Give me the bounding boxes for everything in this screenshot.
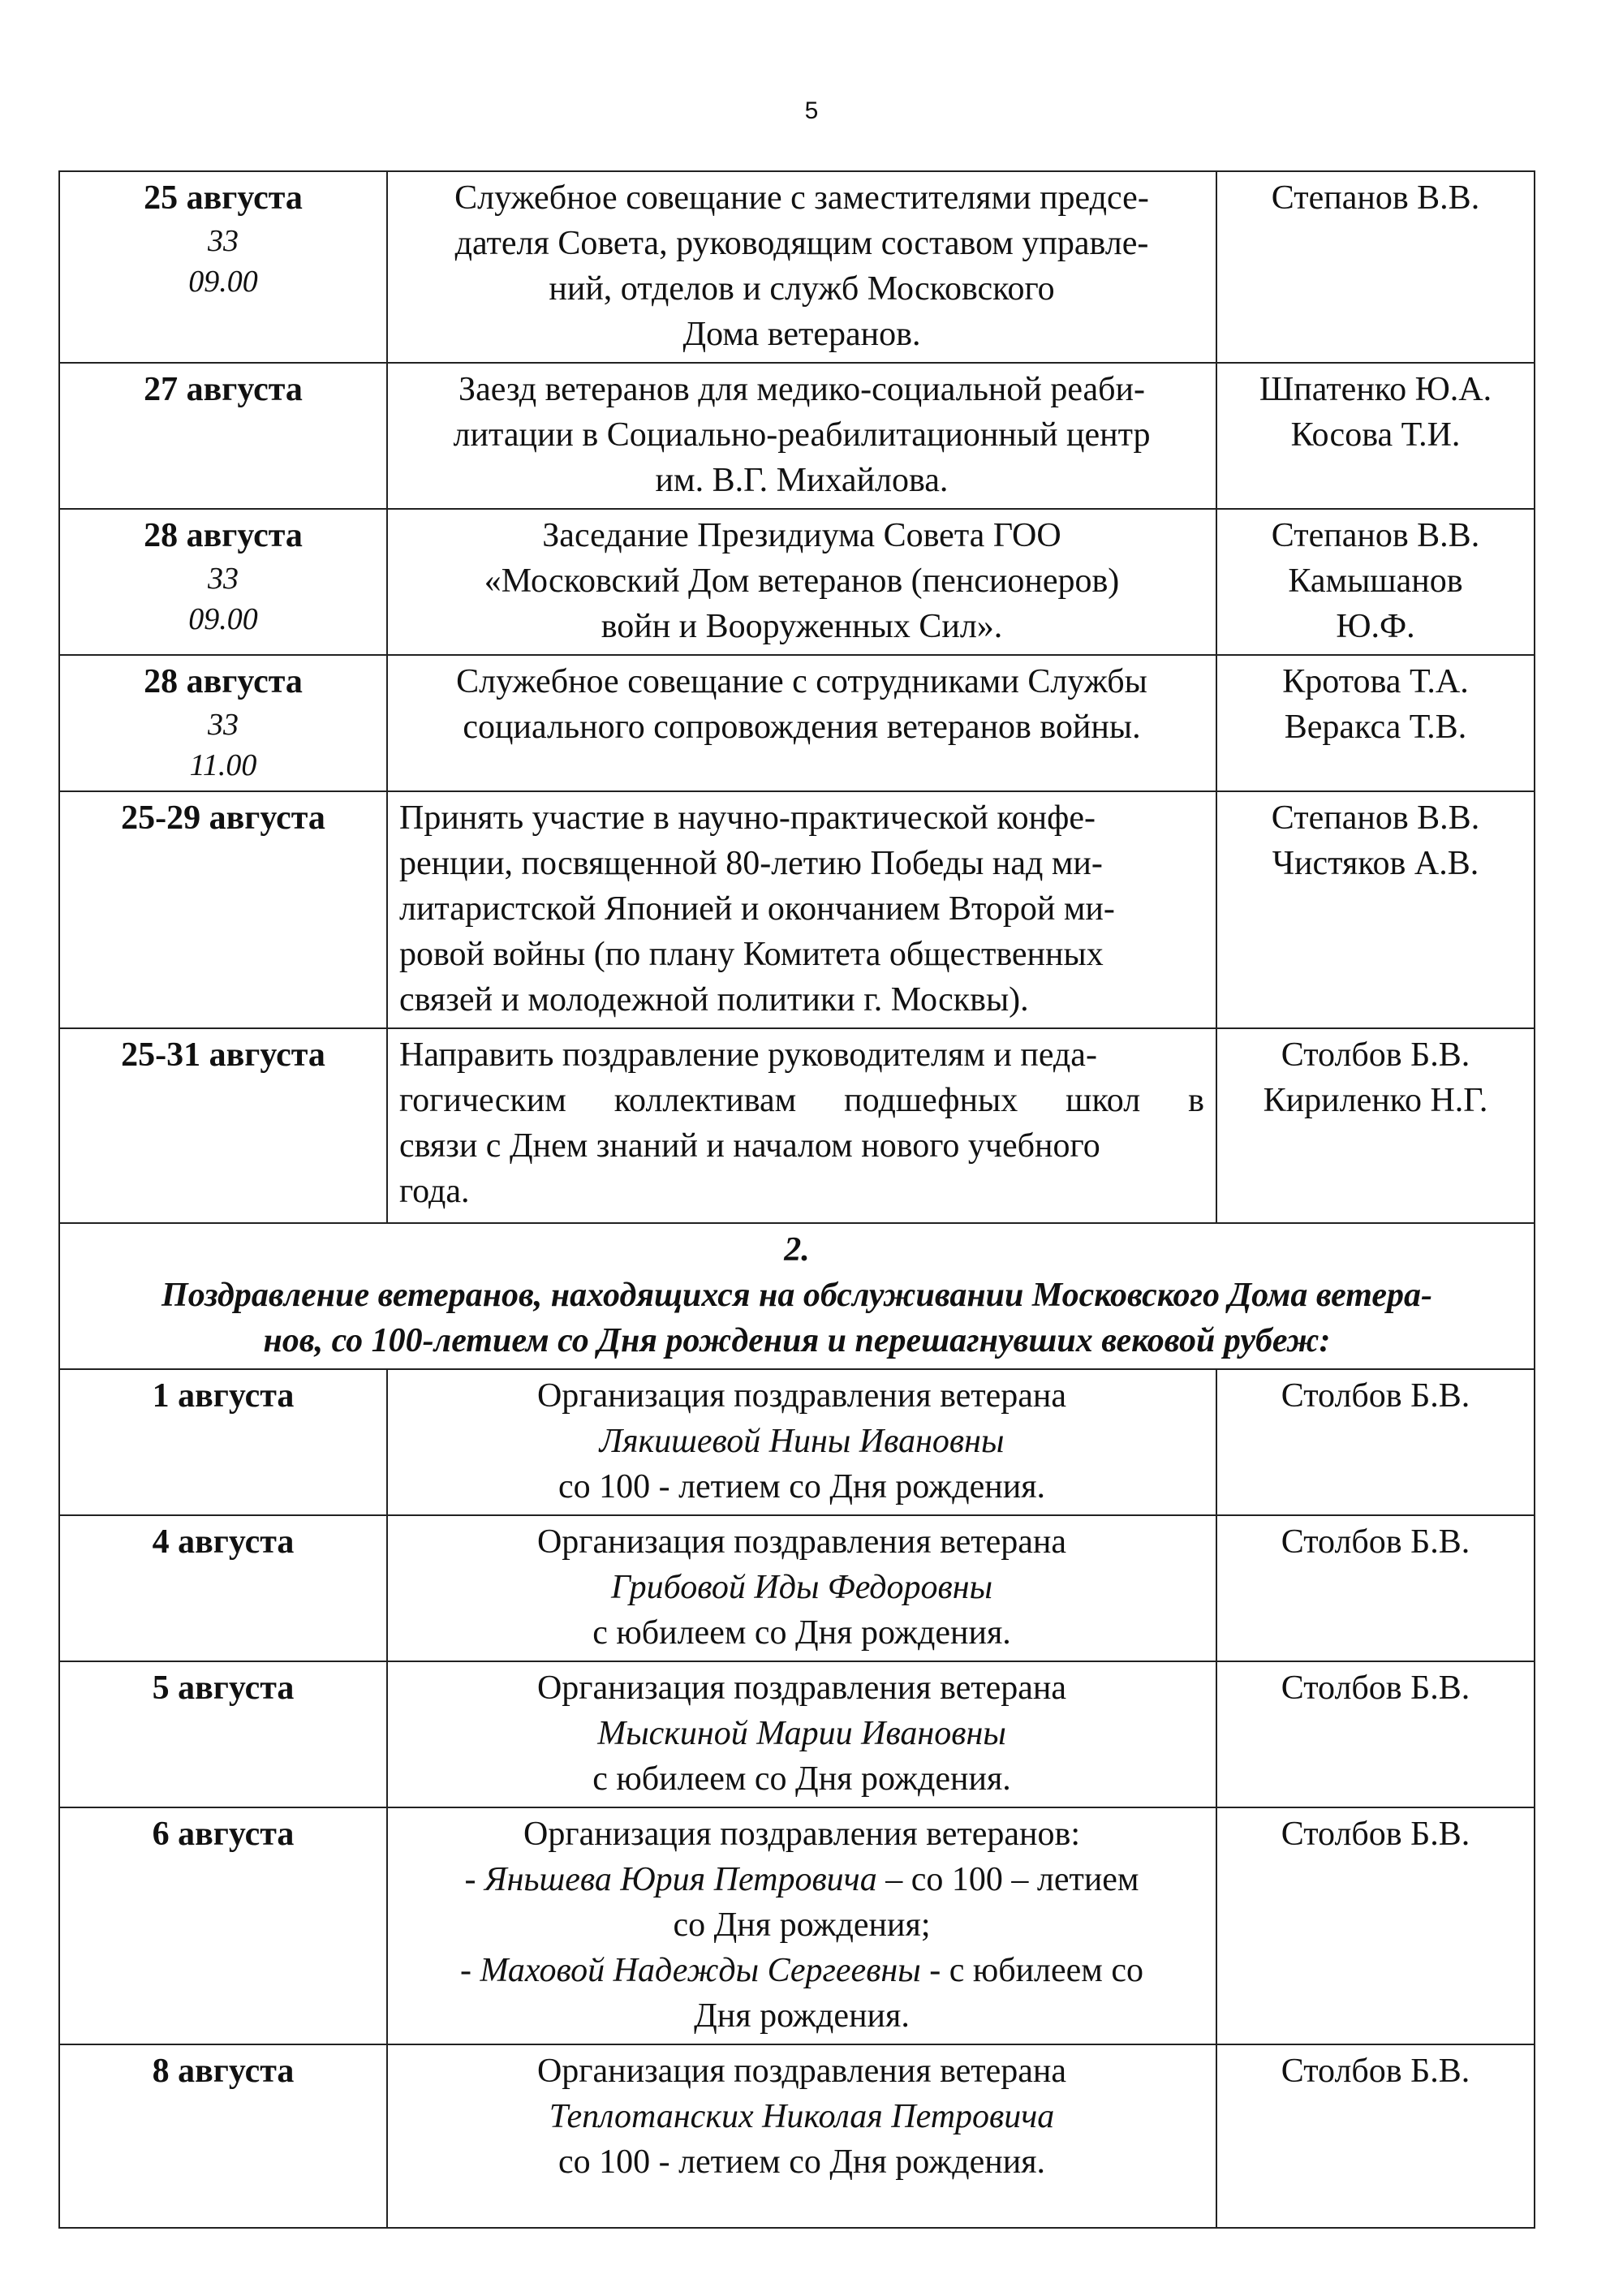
responsible-cell xyxy=(1216,1028,1535,1223)
event-text-line: Дома ветеранов. xyxy=(682,316,921,353)
table-row xyxy=(59,655,1535,791)
veteran-item xyxy=(399,1857,1204,1902)
section-title-line: нов, со 100-летием со Дня рождения и перешагнувших вековой рубеж: xyxy=(263,1322,1331,1359)
event-date: 5 августа xyxy=(152,1669,295,1707)
date-cell xyxy=(59,1807,387,2044)
event-date: 4 августа xyxy=(152,1523,295,1561)
table-row xyxy=(59,1369,1535,1515)
event-text-line: «Московский Дом ветеранов (пенсионеров) xyxy=(484,562,1120,600)
table-row xyxy=(59,1028,1535,1223)
veteran-name: Маховой Надежды Сергеевны xyxy=(480,1952,921,1989)
event-room: 33 xyxy=(208,224,239,258)
event-cell xyxy=(387,1661,1216,1807)
event-time: 09.00 xyxy=(188,265,258,299)
responsible-cell xyxy=(1216,1661,1535,1807)
veteran-item xyxy=(399,1948,1204,1993)
event-cell xyxy=(387,2044,1216,2228)
responsible-person: Степанов В.В. xyxy=(1271,179,1480,217)
responsible-person: Шпатенко Ю.А. xyxy=(1259,371,1492,408)
event-text-line: Направить поздравление руководителям и педа- xyxy=(399,1036,1097,1074)
event-suffix: со Дня рождения; xyxy=(673,1906,931,1944)
responsible-cell xyxy=(1216,1369,1535,1515)
event-date: 28 августа xyxy=(144,517,303,554)
table-row xyxy=(59,363,1535,509)
event-intro: Организация поздравления ветерана xyxy=(536,1669,1067,1707)
event-text-line: Служебное совещание с заместителями предсе- xyxy=(454,179,1149,217)
event-suffix: Дня рождения. xyxy=(694,1997,910,2035)
event-date: 27 августа xyxy=(144,371,303,408)
table-row xyxy=(59,509,1535,655)
table-row xyxy=(59,2044,1535,2228)
date-cell xyxy=(59,509,387,655)
event-date: 28 августа xyxy=(144,663,303,700)
event-suffix: – со 100 – летием xyxy=(876,1861,1139,1898)
event-text-line: ренции, посвященной 80-летию Победы над ми- xyxy=(399,845,1103,882)
event-text-line: Служебное совещание с сотрудниками Службы xyxy=(456,663,1147,700)
table-row xyxy=(59,1661,1535,1807)
responsible-cell xyxy=(1216,655,1535,791)
event-cell xyxy=(387,171,1216,363)
event-text-line: года. xyxy=(399,1173,470,1210)
responsible-person: Столбов Б.В. xyxy=(1281,1816,1470,1853)
responsible-person: Чистяков А.В. xyxy=(1272,845,1479,882)
event-text-line: социального сопровождения ветеранов войны. xyxy=(463,709,1141,746)
event-date: 6 августа xyxy=(152,1816,295,1853)
responsible-person: Кириленко Н.Г. xyxy=(1263,1082,1488,1119)
event-date: 25-31 августа xyxy=(121,1036,325,1074)
veteran-name: Лякишевой Нины Ивановны xyxy=(599,1423,1005,1460)
item-prefix: - xyxy=(464,1861,484,1898)
event-text-line: литаристской Японией и окончанием Второй ми- xyxy=(399,890,1115,928)
date-cell xyxy=(59,1661,387,1807)
event-cell xyxy=(387,1807,1216,2044)
item-prefix: - xyxy=(459,1952,480,1989)
event-text-line: дателя Совета, руководящим составом управле- xyxy=(454,225,1149,262)
date-cell xyxy=(59,1028,387,1223)
veteran-name: Грибовой Иды Федоровны xyxy=(610,1569,993,1606)
event-cell xyxy=(387,509,1216,655)
event-text-line: войн и Вооруженных Сил». xyxy=(601,608,1003,645)
responsible-person: Степанов В.В. xyxy=(1271,517,1480,554)
event-suffix: с юбилеем со Дня рождения. xyxy=(592,1760,1011,1798)
veteran-name: Мыскиной Марии Ивановны xyxy=(597,1715,1006,1752)
responsible-person: Ю.Ф. xyxy=(1336,608,1415,645)
veteran-name: Теплотанских Николая Петровича xyxy=(549,2098,1055,2135)
event-text-line: им. В.Г. Михайлова. xyxy=(655,462,949,499)
table-row xyxy=(59,1807,1535,2044)
schedule-table xyxy=(58,170,1535,2229)
event-date: 25 августа xyxy=(144,179,303,217)
event-text-line: ний, отделов и служб Московского xyxy=(549,270,1055,308)
section-title-line: Поздравление ветеранов, находящихся на обслуживании Московского Дома ветера- xyxy=(161,1277,1432,1314)
event-text-line: Заезд ветеранов для медико-социальной реаби- xyxy=(458,371,1145,408)
responsible-cell xyxy=(1216,791,1535,1028)
date-cell xyxy=(59,655,387,791)
event-cell xyxy=(387,655,1216,791)
event-cell xyxy=(387,791,1216,1028)
section-header xyxy=(59,1223,1535,1369)
event-date: 25-29 августа xyxy=(121,799,325,837)
date-cell xyxy=(59,1369,387,1515)
responsible-person: Веракса Т.В. xyxy=(1284,709,1467,746)
table-row xyxy=(59,1515,1535,1661)
event-intro: Организация поздравления ветерана xyxy=(536,1377,1067,1415)
table-row xyxy=(59,791,1535,1028)
responsible-person: Столбов Б.В. xyxy=(1281,1523,1470,1561)
event-intro: Организация поздравления ветеранов: xyxy=(523,1816,1080,1853)
table-row xyxy=(59,171,1535,363)
section-header-row xyxy=(59,1223,1535,1369)
event-text-line: литации в Социально-реабилитационный центр xyxy=(453,416,1151,454)
responsible-person: Столбов Б.В. xyxy=(1281,1377,1470,1415)
responsible-cell xyxy=(1216,363,1535,509)
event-time: 09.00 xyxy=(188,602,258,636)
event-text-line: связи с Днем знаний и началом нового учебного xyxy=(399,1127,1100,1165)
event-text-line: связей и молодежной политики г. Москвы). xyxy=(399,981,1029,1019)
responsible-person: Степанов В.В. xyxy=(1271,799,1480,837)
responsible-person: Кротова Т.А. xyxy=(1282,663,1469,700)
responsible-cell xyxy=(1216,509,1535,655)
event-date: 1 августа xyxy=(152,1377,295,1415)
date-cell xyxy=(59,791,387,1028)
event-intro: Организация поздравления ветерана xyxy=(536,2053,1067,2090)
event-suffix: с юбилеем со Дня рождения. xyxy=(592,1614,1011,1652)
event-cell xyxy=(387,363,1216,509)
event-suffix: - с юбилеем со xyxy=(920,1952,1144,1989)
event-room: 33 xyxy=(208,708,239,742)
event-time: 11.00 xyxy=(189,748,257,782)
date-cell xyxy=(59,363,387,509)
responsible-person: Столбов Б.В. xyxy=(1281,1036,1470,1074)
event-cell xyxy=(387,1515,1216,1661)
date-cell xyxy=(59,2044,387,2228)
responsible-person: Столбов Б.В. xyxy=(1281,1669,1470,1707)
event-suffix: со 100 - летием со Дня рождения. xyxy=(558,1468,1046,1506)
responsible-cell xyxy=(1216,1807,1535,2044)
event-text-line: ровой войны (по плану Комитета общественных xyxy=(399,936,1104,973)
event-intro: Организация поздравления ветерана xyxy=(536,1523,1067,1561)
responsible-cell xyxy=(1216,2044,1535,2228)
event-suffix: со 100 - летием со Дня рождения. xyxy=(558,2143,1046,2181)
event-text-line: Принять участие в научно-практической конфе- xyxy=(399,799,1096,837)
responsible-person: Косова Т.И. xyxy=(1290,416,1461,454)
date-cell xyxy=(59,171,387,363)
section-number: 2. xyxy=(784,1231,810,1269)
event-text-line: Заседание Президиума Совета ГОО xyxy=(542,517,1061,554)
responsible-cell xyxy=(1216,1515,1535,1661)
responsible-person: Столбов Б.В. xyxy=(1281,2053,1470,2090)
event-cell xyxy=(387,1369,1216,1515)
veteran-name: Яньшева Юрия Петровича xyxy=(484,1861,877,1898)
event-date: 8 августа xyxy=(152,2053,295,2090)
date-cell xyxy=(59,1515,387,1661)
page-number: 5 xyxy=(804,97,819,124)
responsible-cell xyxy=(1216,171,1535,363)
event-room: 33 xyxy=(208,562,239,596)
responsible-person: Камышанов xyxy=(1288,562,1463,600)
event-text-line: гогическим коллективам подшефных школ в xyxy=(399,1082,1204,1119)
event-cell xyxy=(387,1028,1216,1223)
